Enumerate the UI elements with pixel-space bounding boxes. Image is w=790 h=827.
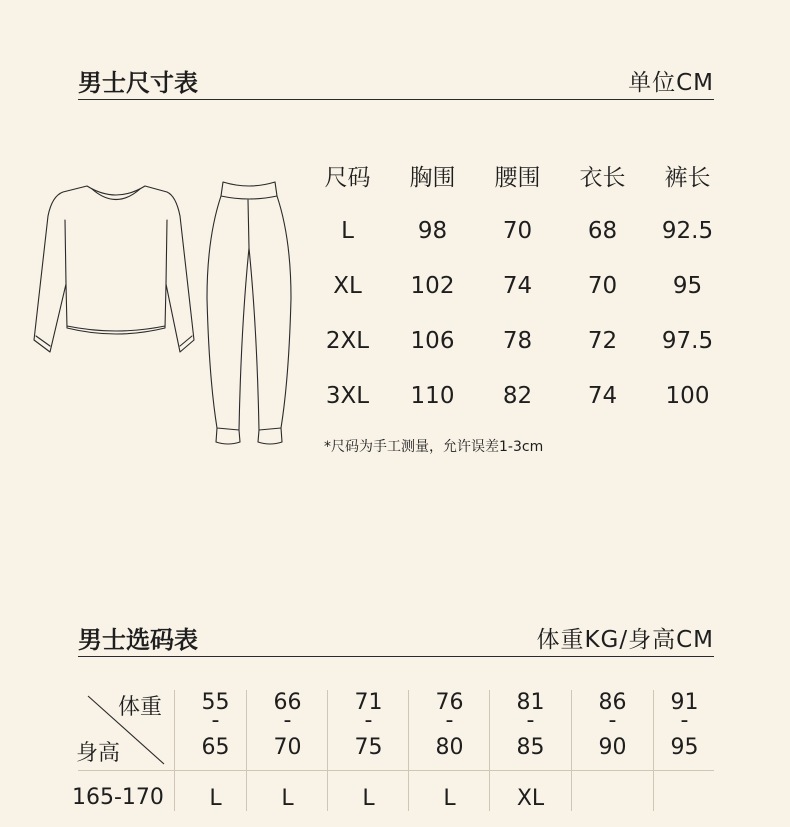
size-table-row — [305, 313, 730, 368]
weight-to: 90 — [598, 735, 627, 760]
size-table-row — [305, 203, 730, 258]
size-cell: 110 — [410, 382, 455, 409]
weight-from: 76 — [435, 690, 464, 715]
size-cell: 106 — [410, 327, 455, 354]
weight-range — [489, 690, 571, 770]
size-cell: 92.5 — [661, 217, 714, 244]
weight-dash: - — [283, 708, 292, 733]
weight-range — [408, 690, 490, 770]
recommended-size: L — [327, 771, 409, 811]
fit-chart-table — [72, 690, 714, 811]
weight-to: 75 — [354, 735, 383, 760]
size-cell: L — [341, 217, 354, 244]
size-cell: 74 — [587, 382, 618, 409]
recommended-size: XL — [489, 771, 571, 811]
weight-from: 86 — [598, 690, 627, 715]
weight-range — [327, 690, 409, 770]
corner-weight-label: 体重 — [118, 695, 163, 720]
weight-from: 71 — [354, 690, 383, 715]
size-cell: 100 — [665, 382, 710, 409]
weight-dash: - — [364, 708, 373, 733]
size-table-row — [305, 258, 730, 313]
weight-range — [246, 690, 328, 770]
weight-to: 95 — [670, 735, 699, 760]
height-range-label: 165-170 — [72, 785, 164, 810]
size-cell: 3XL — [325, 382, 370, 409]
weight-from: 66 — [273, 690, 302, 715]
weight-from: 91 — [670, 690, 699, 715]
fit-chart-header — [78, 626, 714, 657]
recommended-size: L — [174, 771, 256, 811]
size-cell: 74 — [502, 272, 533, 299]
fit-chart-unit: 体重KG/身高CM — [536, 627, 714, 653]
weight-dash: - — [211, 708, 220, 733]
weight-to: 65 — [201, 735, 230, 760]
size-header-cell: 尺码 — [324, 165, 371, 191]
size-cell: 68 — [587, 217, 618, 244]
weight-dash: - — [680, 708, 689, 733]
weight-from: 55 — [201, 690, 230, 715]
weight-dash: - — [445, 708, 454, 733]
size-header-cell: 腰围 — [494, 165, 541, 191]
size-cell: 70 — [587, 272, 618, 299]
measurement-footnote: *尺码为手工测量，允许误差1-3cm — [324, 439, 544, 455]
fit-chart-corner — [78, 690, 174, 770]
recommended-size: L — [246, 771, 328, 811]
weight-to: 70 — [273, 735, 302, 760]
fit-chart-row — [72, 771, 714, 811]
size-table-row — [305, 368, 730, 423]
size-cell: 70 — [502, 217, 533, 244]
size-chart-header — [78, 69, 714, 100]
size-header-cell: 胸围 — [409, 165, 456, 191]
size-header-cell: 裤长 — [664, 165, 711, 191]
weight-range — [174, 690, 256, 770]
size-cell: 82 — [502, 382, 533, 409]
corner-height-label: 身高 — [76, 741, 121, 766]
weight-dash: - — [526, 708, 535, 733]
size-header-cell: 衣长 — [579, 165, 626, 191]
size-chart-unit: 单位CM — [628, 70, 714, 96]
recommended-size: L — [408, 771, 490, 811]
size-cell: 102 — [410, 272, 455, 299]
size-cell: 2XL — [325, 327, 370, 354]
fit-chart-title: 男士选码表 — [78, 626, 198, 654]
recommended-size — [571, 771, 653, 811]
weight-from: 81 — [516, 690, 545, 715]
recommended-size — [653, 771, 715, 811]
weight-dash: - — [608, 708, 617, 733]
size-cell: XL — [333, 272, 362, 299]
pants-illustration — [203, 178, 295, 448]
shirt-illustration — [30, 180, 198, 360]
weight-range — [571, 690, 653, 770]
size-cell: 97.5 — [661, 327, 714, 354]
fit-chart-weight-row — [78, 690, 714, 771]
size-table — [305, 148, 730, 423]
size-cell: 78 — [502, 327, 533, 354]
weight-to: 85 — [516, 735, 545, 760]
weight-range — [653, 690, 715, 770]
size-cell: 72 — [587, 327, 618, 354]
size-cell: 98 — [417, 217, 448, 244]
size-chart-title: 男士尺寸表 — [78, 69, 198, 97]
weight-to: 80 — [435, 735, 464, 760]
size-cell: 95 — [672, 272, 703, 299]
size-table-header-row — [305, 148, 730, 203]
